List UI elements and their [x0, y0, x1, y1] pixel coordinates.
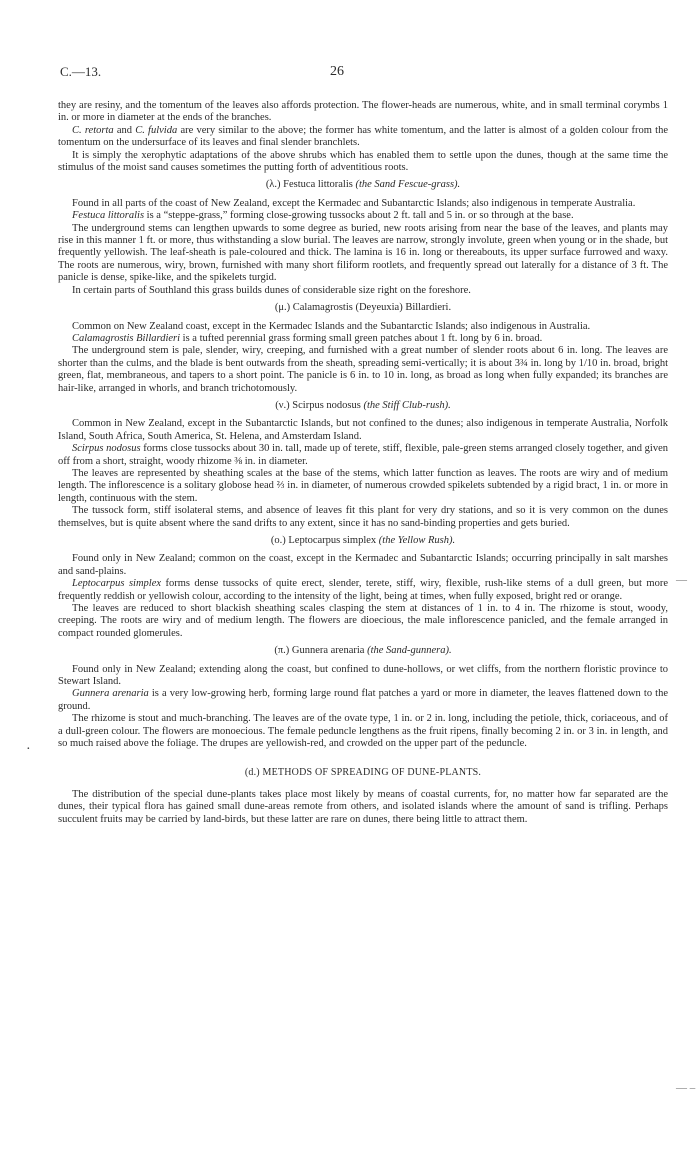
margin-dot: · — [26, 742, 31, 757]
species-description: Gunnera arenaria is a very low-growing herb, forming large round flat patches a yard or more in diameter, the leaves flattened down to the ground. — [58, 688, 668, 712]
intro-paragraph: they are resiny, and the tomentum of the leaves also affords protection. The flower-heads are numerous, white, and in small terminal corymbs 1 in. or more in diameter at the ends of the branches. — [58, 100, 668, 124]
section-heading: (d.) METHODS OF SPREADING OF DUNE-PLANTS. — [244, 766, 482, 778]
species-paragraph: The rhizome is stout and much-branching. The leaves are of the ovate type, 1 in. or 2 in. long, including the petiole, thick, coriaceous, and of a dull-green colour. The flowers are monoecious. The female peduncle lengthens as the fruit ripens, finally becoming 2 in. or 3 in. in length, and so much raised above the foliage. The drupes are yellowish-red, and crowded on the upper part of the peduncle. — [58, 713, 668, 750]
species-description: Calamagrostis Billardieri is a tufted perennial grass forming small green patches about 1 ft. long by 6 in. broad. — [72, 332, 543, 344]
species-range: Common on New Zealand coast, except in the Kermadec Islands and the Subantarctic Islands; also indigenous in Australia. — [72, 320, 591, 332]
species-range: Common in New Zealand, except in the Subantarctic Islands, but not confined to the dunes; also indigenous in temperate Australia, Norfolk Island, South Africa, South America, St. Helena, and Amsterdam Island. — [58, 418, 668, 442]
species-paragraph: The underground stem is pale, slender, wiry, creeping, and furnished with a great number of slender roots about 6 in. long. The leaves are shorter than the culms, and the blade is bent outwards from the sheath, spreading semi-vertically; it is about 3¾ in. long by 1/10 in. broad, bright green, flat, membraneous, and tapers to a short point. The panicle is 6 in. to 10 in. long, as broad as long when fully expanded; its branches are hair-like, arranged in whorls, and branch trichotomously. — [58, 345, 668, 394]
species-description: Leptocarpus simplex forms dense tussocks of quite erect, slender, terete, stiff, wiry, flexible, rush-like stems of a dull green, but more frequently reddish or yellowish colour, according to the intensity of the light, being at times, when fully exposed, bright red or orange. — [58, 578, 668, 602]
species-range: Found in all parts of the coast of New Zealand, except the Kermadec and Subantarctic Islands; also indigenous in temperate Australia. — [72, 197, 636, 209]
margin-mark: — — [676, 574, 687, 586]
species-heading: (π.) Gunnera arenaria (the Sand-gunnera). — [274, 645, 452, 657]
species-paragraph: The leaves are reduced to short blackish sheathing scales clasping the stem at distances of 1 in. to 4 in. The rhizome is stout, woody, creeping. The roots are wiry and of medium length. The flowers are dioecious, the male inflorescence panicled, and the female arranged in compact rounded glomerules. — [58, 603, 668, 639]
page-number: 26 — [330, 64, 344, 79]
species-heading: (ο.) Leptocarpus simplex (the Yellow Rush). — [270, 535, 456, 546]
species-description: Festuca littoralis is a “steppe-grass,” forming close-growing tussocks about 2 ft. tall and 5 in. or so through at the base. — [72, 210, 574, 222]
species-heading: (λ.) Festuca littoralis (the Sand Fescue-grass). — [265, 179, 461, 191]
species-paragraph: The leaves are represented by sheathing scales at the base of the stems, which latter function as leaves. The roots are wiry and of medium length. The inflorescence is a solitary globose head ⅔ in. in diameter, of numerous crowded spikelets subtended by a rigid bract, 1 in. or more in length, continuous with the stem. — [58, 467, 668, 504]
species-range: Found only in New Zealand; extending along the coast, but confined to dune-hollows, or wet cliffs, from the northern floristic province to Stewart Island. — [58, 663, 668, 688]
species-range: Found only in New Zealand; common on the coast, except in the Kermadec and Subantarctic Islands; occurring principally in salt marshes and sand-plains. — [58, 553, 668, 577]
margin-mark: — – — [676, 1082, 696, 1094]
species-italic: C. retorta — [72, 124, 114, 136]
intro-paragraph: It is simply the xerophytic adaptations of the above shrubs which has enabled them to settle upon the dunes, though at the same time the stimulus of the moist sand causes sometimes the putting forth of adventitious roots. — [58, 149, 668, 174]
species-paragraph: The tussock form, stiff isolateral stems, and absence of leaves fit this plant for very dry stations, and so it is very common on the dunes themselves, but is quite absent where the sand drifts to any extent, since it has no sand-binding properties and gets buried. — [58, 505, 668, 529]
species-italic: C. fulvida — [135, 124, 178, 136]
body-text — [58, 100, 668, 826]
species-paragraph: The underground stems can lengthen upwards to some degree as buried, new roots arising from near the base of the leaves, and plants may rise in this manner 1 ft. or more, thus withstanding a slow burial. The leaves are narrow, strongly involute, green when young or in the shade, but frequently yellowish. The leaf-sheath is pale-coloured and thick. The lamina is 16 in. long or thereabouts, its upper surface furrowed and waxy. The roots are numerous, wiry, brown, furnished with many short filiform rootlets, and frequently spread out laterally for a distance of 3 ft. The panicle is dense, spike-like, and the spikelets turgid. — [58, 222, 668, 284]
species-paragraph: In certain parts of Southland this grass builds dunes of considerable size right on the foreshore. — [72, 284, 471, 296]
species-heading: (μ.) Calamagrostis (Deyeuxia) Billardieri. — [274, 302, 452, 314]
species-heading: (ν.) Scirpus nodosus (the Stiff Club-rush). — [275, 399, 451, 411]
intro-paragraph: C. retorta and C. fulvida are very similar to the above; the former has white tomentum, and the latter is almost of a golden colour from the tomentum on the undersurface of its leaves and final slender branchlets. — [58, 124, 669, 149]
report-id: C.—13. — [60, 64, 102, 79]
species-description: Scirpus nodosus forms close tussocks about 30 in. tall, made up of terete, stiff, flexible, pale-green stems arranged closely together, and given off from a short, straight, woody rhizome ⅜ in. in diameter. — [58, 443, 668, 467]
section-paragraph: The distribution of the special dune-plants takes place most likely by means of coastal currents, for, no matter how far separated are the dunes, their typical flora has gained small dune-areas remote from others, and isolated islands where the amount of sand is trifling. Perhaps succulent fruits may be carried by land-birds, but these latter are rare on dunes, there being little to attract them. — [58, 788, 668, 825]
